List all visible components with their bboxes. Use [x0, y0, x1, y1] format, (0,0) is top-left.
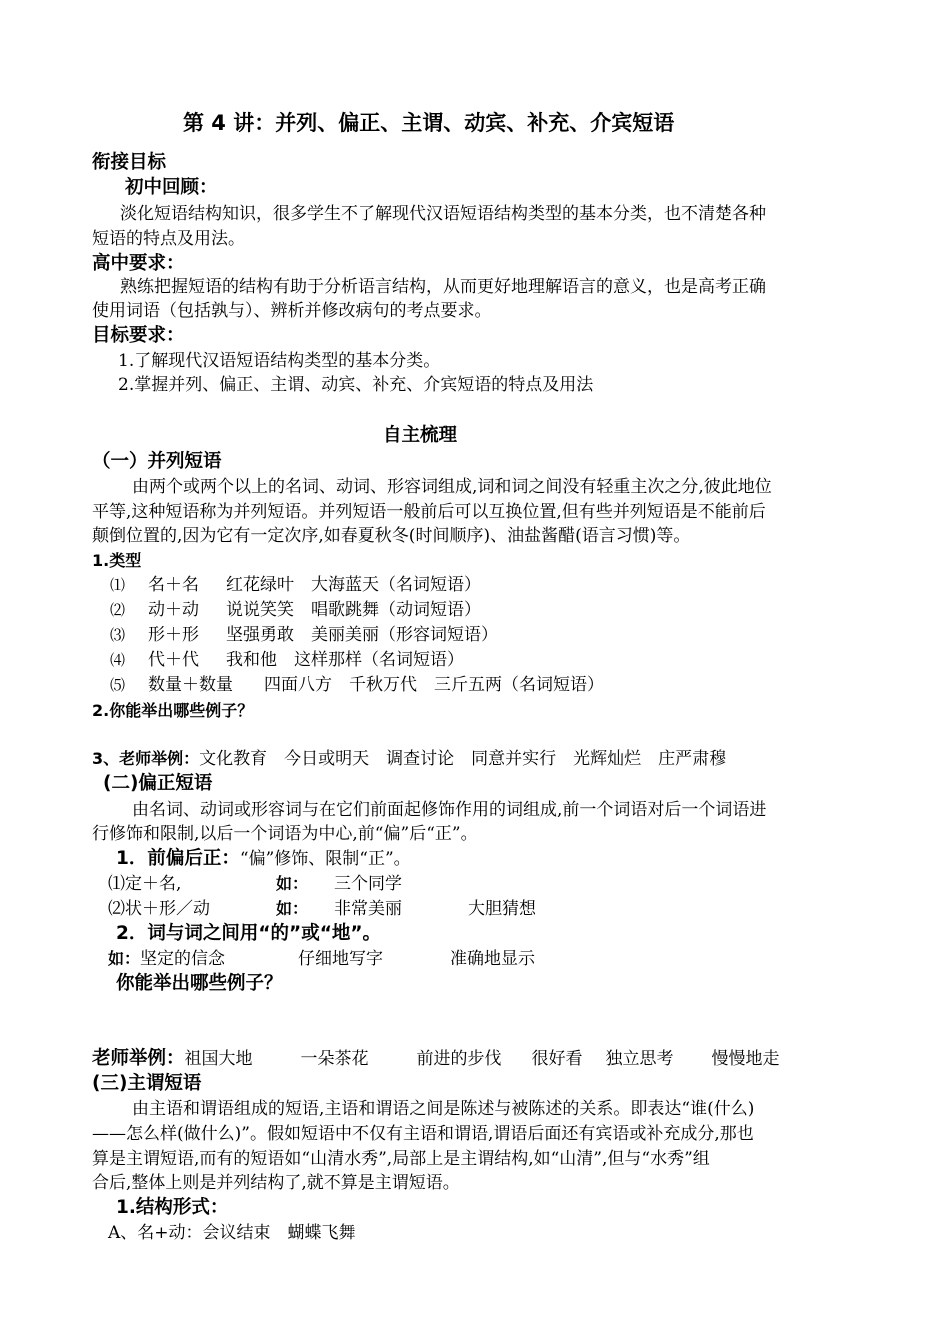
subject-predicate-heading: (三)主谓短语: [92, 1073, 202, 1094]
type-examples: 说说笑笑 唱歌跳舞（动词短语）: [226, 600, 481, 620]
type-examples: 我和他 这样那样（名词短语）: [226, 650, 464, 670]
type-item: [110, 573, 481, 597]
senior-requirements-paragraph-line: 熟练把握短语的结构有助于分析语言结构，从而更好地理解语言的意义，也是高考正确: [120, 277, 766, 297]
type-form: 名＋名: [148, 575, 199, 595]
junior-review-paragraph-line: 短语的特点及用法。: [92, 229, 245, 249]
goal-requirements-heading: 目标要求：: [92, 325, 185, 346]
type-number: ⑶: [110, 626, 126, 644]
modifier-rule-2-ru: 如：: [108, 949, 141, 968]
modifier-row-label: ⑴定＋名,: [108, 874, 182, 894]
teacher-example: 祖国大地: [184, 1049, 253, 1069]
subject-predicate-paragraph-line: ——怎么样(做什么)”。假如短语中不仅有主语和谓语,谓语后面还有宾语或补充成分,那也: [92, 1124, 754, 1144]
modifier-row-label: ⑵状＋形／动: [108, 899, 210, 919]
teacher-example: 一朵茶花: [300, 1049, 369, 1069]
modifier-rule-2-example: 准确地显示: [450, 949, 536, 969]
type-number: ⑴: [110, 576, 126, 594]
modifier-rule-2-example: 仔细地写字: [298, 949, 384, 969]
type-examples: 四面八方 千秋万代 三斤五两（名词短语）: [264, 675, 604, 695]
teacher-example: 很好看: [531, 1049, 583, 1069]
teacher-examples-label: 老师举例：: [92, 1048, 185, 1069]
teacher-examples-text: 文化教育 今日或明天 调查讨论 同意并实行 光辉灿烂 庄严肃穆: [199, 749, 727, 769]
modifier-row-attr-noun: [108, 872, 402, 896]
modifier-rule-2-example: 坚定的信念: [140, 949, 226, 969]
teacher-example: 独立思考: [605, 1049, 674, 1069]
type-item: [110, 623, 498, 647]
subject-predicate-paragraph-line: 由主语和谓语组成的短语,主语和谓语之间是陈述与被陈述的关系。即表达“谁(什么): [132, 1099, 755, 1119]
junior-review-heading: 初中回顾：: [125, 177, 218, 198]
page-title: 第 4 讲：并列、偏正、主谓、动宾、补充、介宾短语: [183, 111, 675, 135]
modifier-rule-1-label: 1．前偏后正：: [116, 848, 240, 869]
coordinate-phrase-heading: （一）并列短语: [92, 451, 222, 472]
modifier-row-example: 非常美丽: [334, 899, 402, 919]
type-examples: 红花绿叶 大海蓝天（名词短语）: [226, 575, 481, 595]
type-item: [110, 598, 481, 622]
modifier-row-example: 三个同学: [334, 874, 402, 894]
junior-review-paragraph-line: 淡化短语结构知识，很多学生不了解现代汉语短语结构类型的基本分类，也不清楚各种: [120, 204, 766, 224]
subject-predicate-paragraph-line: 算是主谓短语,而有的短语如“山清水秀”,局部上是主谓结构,如“山清”,但与“水秀”组: [92, 1149, 710, 1169]
modifier-rule-2: 2．词与词之间用“的”或“地”。: [116, 923, 382, 944]
type-item: [110, 673, 604, 697]
modifier-row-adv-adj: [108, 897, 536, 921]
modifier-row-ru: 如：: [276, 874, 309, 893]
structure-form-item: A、名+动：会议结束 蝴蝶飞舞: [108, 1223, 356, 1243]
modifier-phrase-paragraph-line: 由名词、动词或形容词与在它们前面起修饰作用的词组成,前一个词语对后一个词语进: [132, 800, 767, 820]
type-form: 数量＋数量: [148, 675, 233, 695]
teacher-examples-modifier-row: [92, 1047, 780, 1071]
goal-item: 1.了解现代汉语短语结构类型的基本分类。: [118, 351, 441, 371]
type-number: ⑵: [110, 601, 126, 619]
type-examples: 坚强勇敢 美丽美丽（形容词短语）: [226, 625, 498, 645]
type-number: ⑸: [110, 676, 126, 694]
coordinate-phrase-paragraph-line: 平等,这种短语称为并列短语。并列短语一般前后可以互换位置,但有些并列短语是不能前后: [92, 502, 766, 522]
modifier-rule-1: [116, 847, 411, 871]
modifier-phrase-heading: (二)偏正短语: [103, 773, 213, 794]
teacher-examples-label: 3、老师举例：: [92, 749, 200, 768]
type-form: 形＋形: [148, 625, 199, 645]
modifier-phrase-paragraph-line: 行修饰和限制,以后一个词语为中心,前“偏”后“正”。: [92, 824, 478, 844]
senior-requirements-heading: 高中要求：: [92, 253, 185, 274]
coordinate-phrase-paragraph-line: 由两个或两个以上的名词、动词、形容词组成,词和词之间没有轻重主次之分,彼此地位: [132, 477, 772, 497]
section-heading-self-study: 自主梳理: [383, 425, 458, 446]
teacher-example: 慢慢地走: [711, 1049, 780, 1069]
subject-predicate-paragraph-line: 合后,整体上则是并列结构了,就不算是主谓短语。: [92, 1173, 460, 1193]
teacher-example: 前进的步伐: [416, 1049, 502, 1069]
structure-forms-heading: 1.结构形式：: [116, 1197, 229, 1218]
coordinate-phrase-paragraph-line: 颠倒位置的,因为它有一定次序,如春夏秋冬(时间顺序)、油盐酱醋(语言习惯)等。: [92, 526, 691, 546]
modifier-question: 你能举出哪些例子？: [116, 973, 283, 994]
question-examples: 2.你能举出哪些例子？: [92, 701, 254, 720]
type-number: ⑷: [110, 651, 126, 669]
senior-requirements-paragraph-line: 使用词语（包括孰与）、辨析并修改病句的考点要求。: [92, 301, 492, 321]
type-form: 代＋代: [148, 650, 199, 670]
section-heading-bridging-goals: 衔接目标: [92, 152, 167, 173]
modifier-row-ru: 如：: [276, 899, 309, 918]
goal-item: 2.掌握并列、偏正、主谓、动宾、补充、介宾短语的特点及用法: [118, 375, 594, 395]
modifier-row-example: 大胆猜想: [468, 899, 536, 919]
modifier-rule-1-text: “偏”修饰、限制“正”。: [239, 849, 411, 869]
types-heading: 1.类型: [92, 551, 142, 570]
teacher-examples-row: [92, 747, 726, 771]
type-item: [110, 648, 464, 672]
type-form: 动＋动: [148, 600, 199, 620]
modifier-rule-2-examples: [108, 947, 535, 971]
